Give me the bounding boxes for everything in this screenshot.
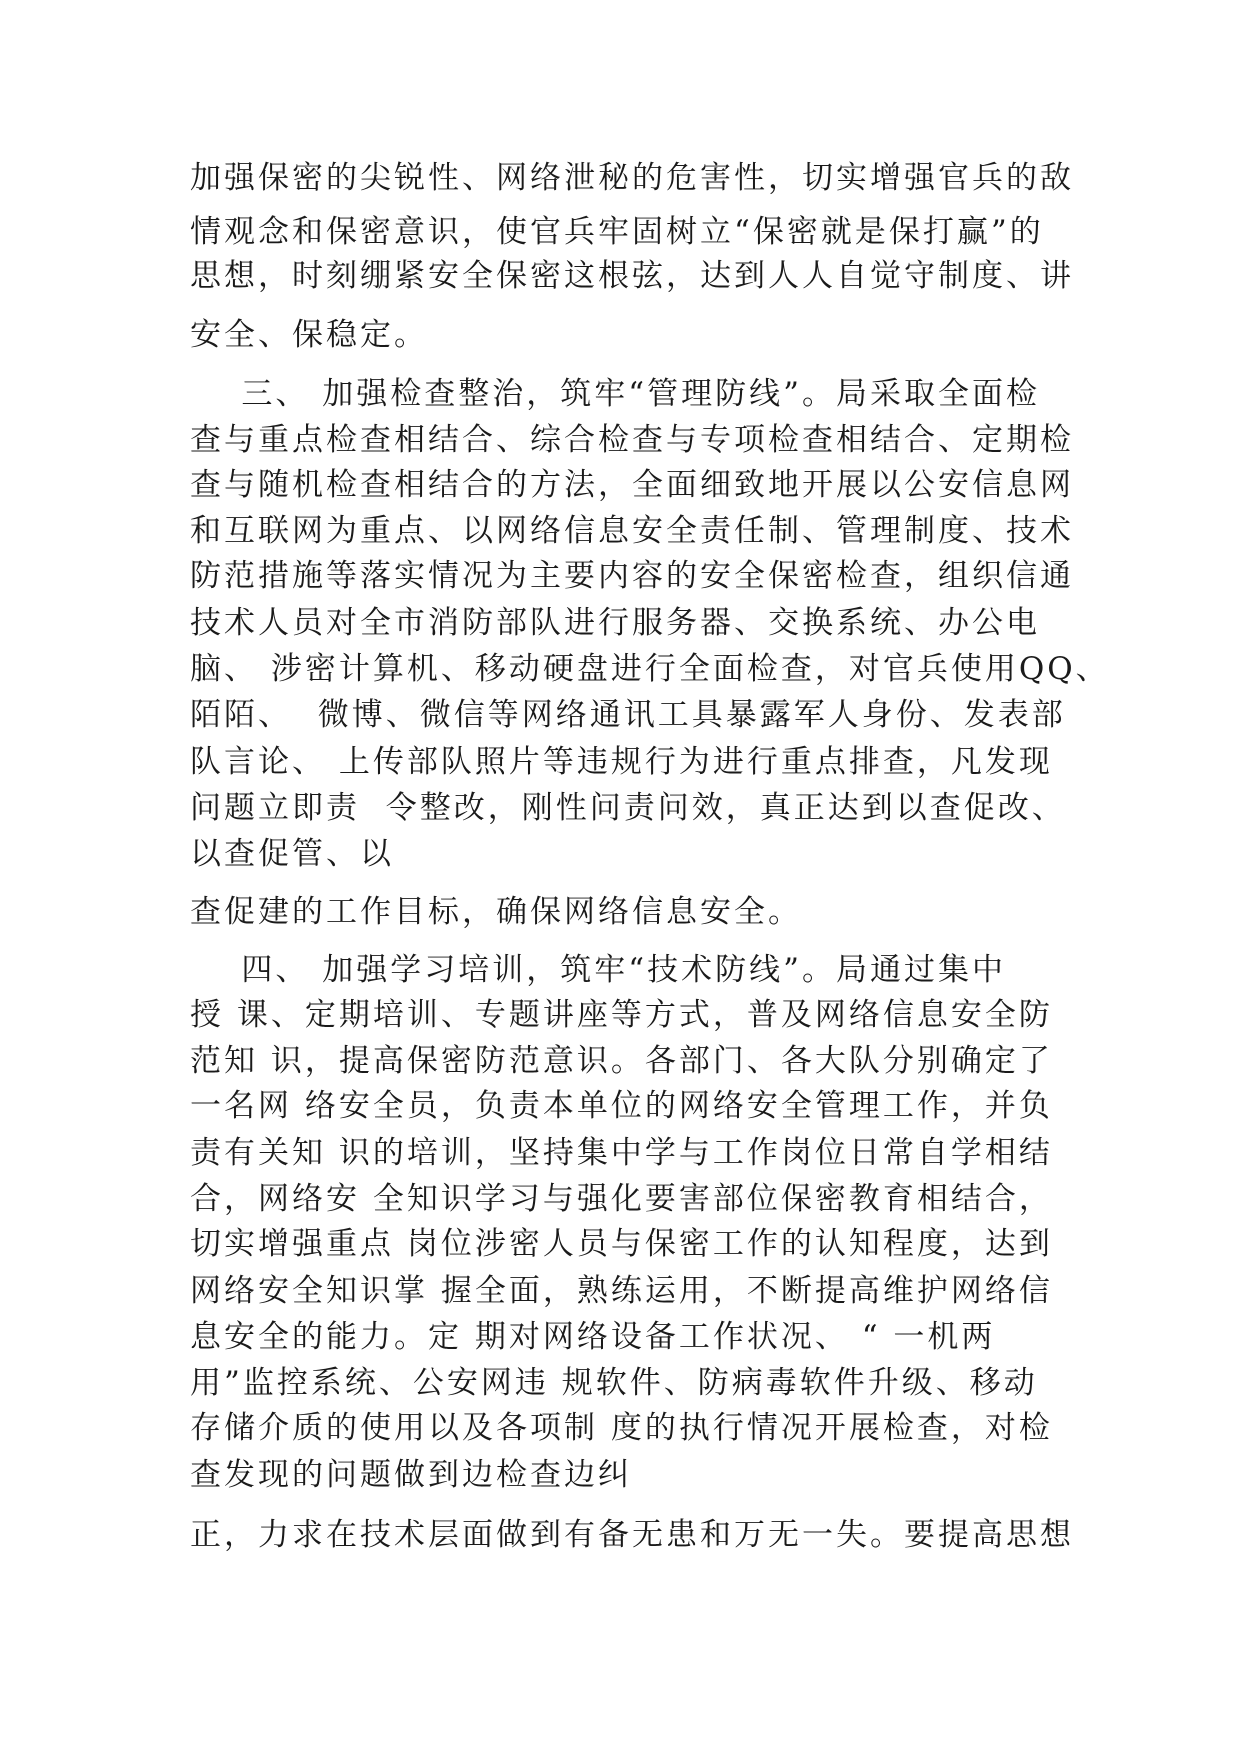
text-line: 队言论、 上传部队照片等违规行为进行重点排查，凡发现 xyxy=(190,744,1053,780)
text-line: 问题立即责 令整改，刚性问责问效，真正达到以查促改、 xyxy=(190,790,1066,826)
text-line: 授 课、定期培训、专题讲座等方式，普及网络信息安全防 xyxy=(190,997,1053,1033)
text-line: 和互联网为重点、以网络信息安全责任制、管理制度、技术 xyxy=(190,513,1074,549)
section-heading-3: 三、 加强检查整治，筑牢“管理防线”。局采取全面检 xyxy=(190,376,1040,412)
text-line: 网络安全知识掌 握全面，熟练运用，不断提高维护网络信 xyxy=(190,1273,1053,1309)
text-line: 范知 识，提高保密防范意识。各部门、各大队分别确定了 xyxy=(190,1043,1053,1079)
text-line: 脑、 涉密计算机、移动硬盘进行全面检查，对官兵使用QQ、 xyxy=(190,651,1110,687)
text-line: 责有关知 识的培训，坚持集中学与工作岗位日常自学相结 xyxy=(190,1135,1053,1171)
text-line: 存储介质的使用以及各项制 度的执行情况开展检查，对检 xyxy=(190,1410,1053,1446)
text-line: 陌陌、 微博、微信等网络通讯工具暴露军人身份、发表部 xyxy=(190,697,1066,733)
text-line: 查发现的问题做到边检查边纠 xyxy=(190,1457,632,1493)
text-line: 技术人员对全市消防部队进行服务器、交换系统、办公电 xyxy=(190,605,1040,641)
text-line: 思想，时刻绷紧安全保密这根弦，达到人人自觉守制度、讲 xyxy=(190,258,1074,294)
text-line: 查与随机检查相结合的方法，全面细致地开展以公安信息网 xyxy=(190,467,1074,503)
text-line: 查与重点检查相结合、综合检查与专项检查相结合、定期检 xyxy=(190,422,1074,458)
text-line: 情观念和保密意识，使官兵牢固树立“保密就是保打赢”的 xyxy=(190,214,1044,250)
text-line: 以查促管、以 xyxy=(190,836,394,872)
text-line: 用”监控系统、公安网违 规软件、防病毒软件升级、移动 xyxy=(190,1365,1038,1401)
text-line: 一名网 络安全员，负责本单位的网络安全管理工作，并负 xyxy=(190,1088,1053,1124)
text-line: 合，网络安 全知识学习与强化要害部位保密教育相结合， xyxy=(190,1181,1053,1217)
text-line: 切实增强重点 岗位涉密人员与保密工作的认知程度，达到 xyxy=(190,1226,1053,1262)
text-line: 息安全的能力。定 期对网络设备工作状况、 “ 一机两 xyxy=(190,1319,996,1355)
text-line: 防范措施等落实情况为主要内容的安全保密检查，组织信通 xyxy=(190,558,1074,594)
section-heading-4: 四、 加强学习培训，筑牢“技术防线”。局通过集中 xyxy=(190,952,1006,988)
text-line: 安全、保稳定。 xyxy=(190,317,428,353)
text-line: 正，力求在技术层面做到有备无患和万无一失。要提高思想 xyxy=(190,1517,1074,1553)
text-line: 加强保密的尖锐性、网络泄秘的危害性，切实增强官兵的敌 xyxy=(190,160,1074,196)
text-line: 查促建的工作目标，确保网络信息安全。 xyxy=(190,894,802,930)
